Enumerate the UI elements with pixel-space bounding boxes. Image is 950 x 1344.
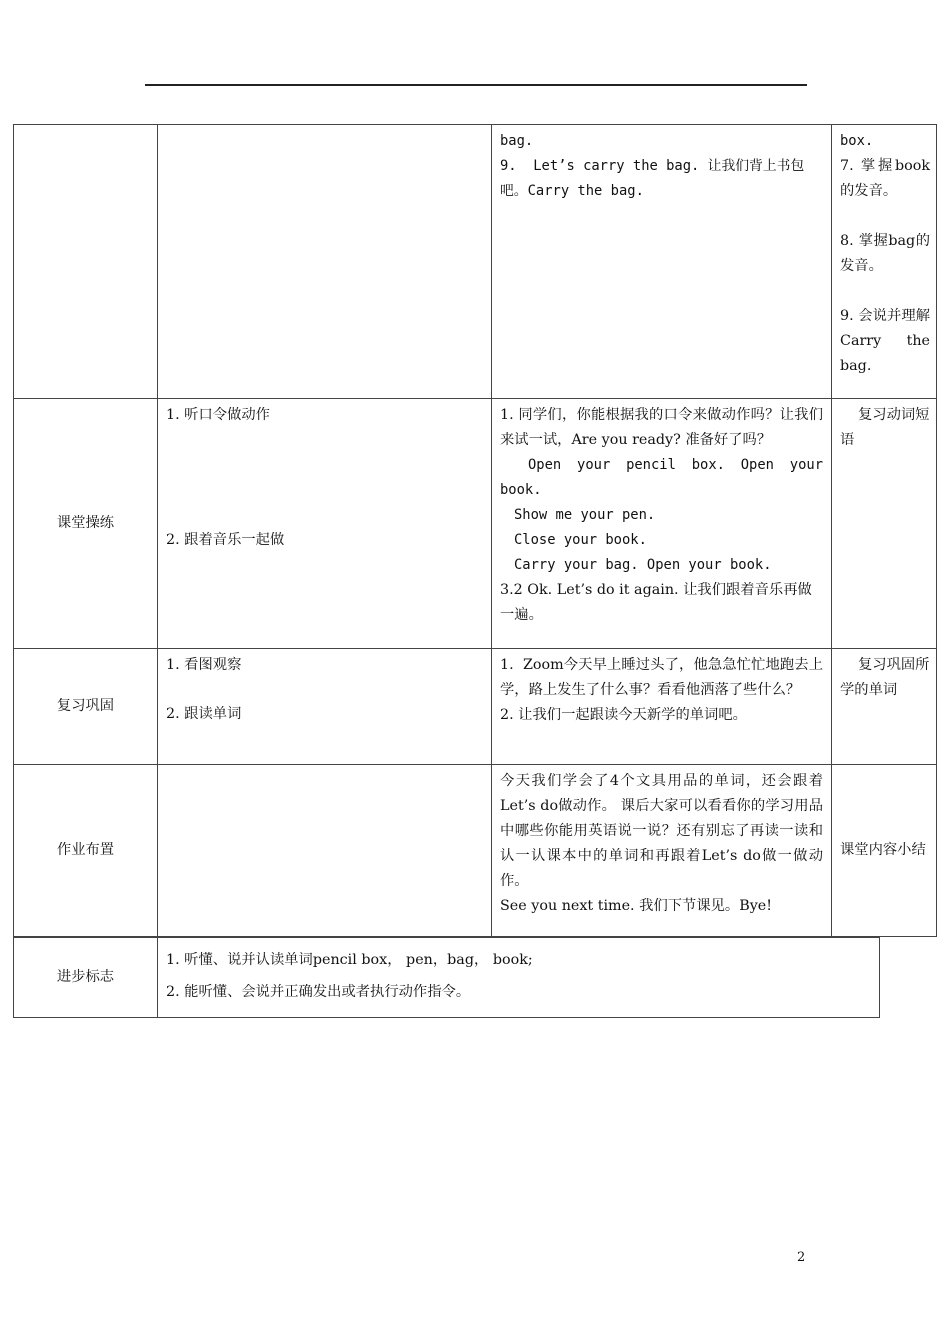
purpose-line: 9. 会说并理解 Carry the bag.: [840, 308, 935, 374]
table-row: [14, 399, 937, 649]
page-number: 2: [797, 1250, 806, 1265]
teacher-line: 2. 让我们一起跟读今天新学的单词吧。: [500, 707, 747, 723]
row-label-cell: [14, 765, 158, 937]
purpose-line: box.: [840, 133, 874, 149]
teacher-line: bag.: [500, 133, 534, 149]
purpose-line: 7. 掌握book的发音。: [840, 158, 930, 199]
row-label: 进步标志: [56, 969, 115, 985]
teacher-line: 9. Let’s carry the bag. 让我们背上书包吧。Carry the bag.: [500, 158, 805, 199]
header-rule: [145, 84, 807, 86]
progress-item: 2. 能听懂、会说并正确发出或者执行动作指令。: [166, 984, 471, 1000]
teacher-cell: [492, 649, 832, 765]
row-label-cell: [14, 938, 158, 1018]
teacher-line: Show me your pen.: [514, 507, 656, 523]
teacher-cell: [492, 399, 832, 649]
activity-cell: [158, 765, 492, 937]
teacher-line: 今天我们学会了4个文具用品的单词，还会跟着Let’s do做动作。 课后大家可以看看你的学习用品中哪些你能用英语说一说？还有别忘了再读一读和认一认课本中的单词和再跟着Let’s do做一做动作。: [500, 773, 823, 889]
teacher-line: 3.2 Ok. Let’s do it again. 让我们跟着音乐再做一遍。: [500, 582, 812, 623]
table-row: [14, 649, 937, 765]
activity-cell: [158, 125, 492, 399]
row-label-cell: [14, 125, 158, 399]
progress-item: 1. 听懂、说并认读单词pencil box， pen，bag， book;: [166, 952, 533, 968]
table-row: [14, 938, 880, 1018]
table-row: [14, 125, 937, 399]
teacher-line: Open your pencil box. Open your book.: [500, 457, 832, 498]
table-row: [14, 765, 937, 937]
activity-cell: [158, 649, 492, 765]
row-label: 课堂操练: [56, 515, 115, 531]
teacher-cell: [492, 765, 832, 937]
row-label: 复习巩固: [56, 698, 115, 714]
purpose-cell: [832, 765, 937, 937]
activity-item: 2. 跟读单词: [166, 706, 242, 722]
purpose-cell: [832, 649, 937, 765]
purpose-cell: [832, 125, 937, 399]
activity-item: 1. 听口令做动作: [166, 407, 270, 423]
teacher-line: Close your book.: [514, 532, 647, 548]
activity-spacer: [166, 428, 483, 528]
teacher-line: Carry your bag. Open your book.: [514, 557, 772, 573]
purpose-line: 复习动词短语: [840, 407, 930, 448]
progress-table: [13, 937, 880, 1018]
lesson-plan-table: [13, 124, 937, 937]
teacher-cell: [492, 125, 832, 399]
purpose-line: [840, 204, 930, 229]
activity-item: 1. 看图观察: [166, 657, 242, 673]
purpose-line: 复习巩固所学的单词: [840, 657, 930, 698]
purpose-line: 课堂内容小结: [840, 842, 926, 858]
activity-cell: [158, 399, 492, 649]
row-label: 作业布置: [56, 842, 115, 858]
row-label-cell: [14, 649, 158, 765]
activity-item: 2. 跟着音乐一起做: [166, 532, 285, 548]
purpose-line: 8. 掌握bag的发音。: [840, 233, 930, 274]
row-label-cell: [14, 399, 158, 649]
purpose-cell: [832, 399, 937, 649]
teacher-line: 1. 同学们，你能根据我的口令来做动作吗？让我们来试一试，Are you ready? 准备好了吗？: [500, 407, 823, 448]
teacher-line: See you next time. 我们下节课见。Bye!: [500, 898, 773, 914]
progress-cell: [158, 938, 880, 1018]
purpose-line: [840, 279, 930, 304]
teacher-line: 1. Zoom今天早上睡过头了，他急急忙忙地跑去上学，路上发生了什么事？看看他洒落了些什么？: [500, 657, 823, 698]
activity-spacer: [166, 678, 483, 702]
